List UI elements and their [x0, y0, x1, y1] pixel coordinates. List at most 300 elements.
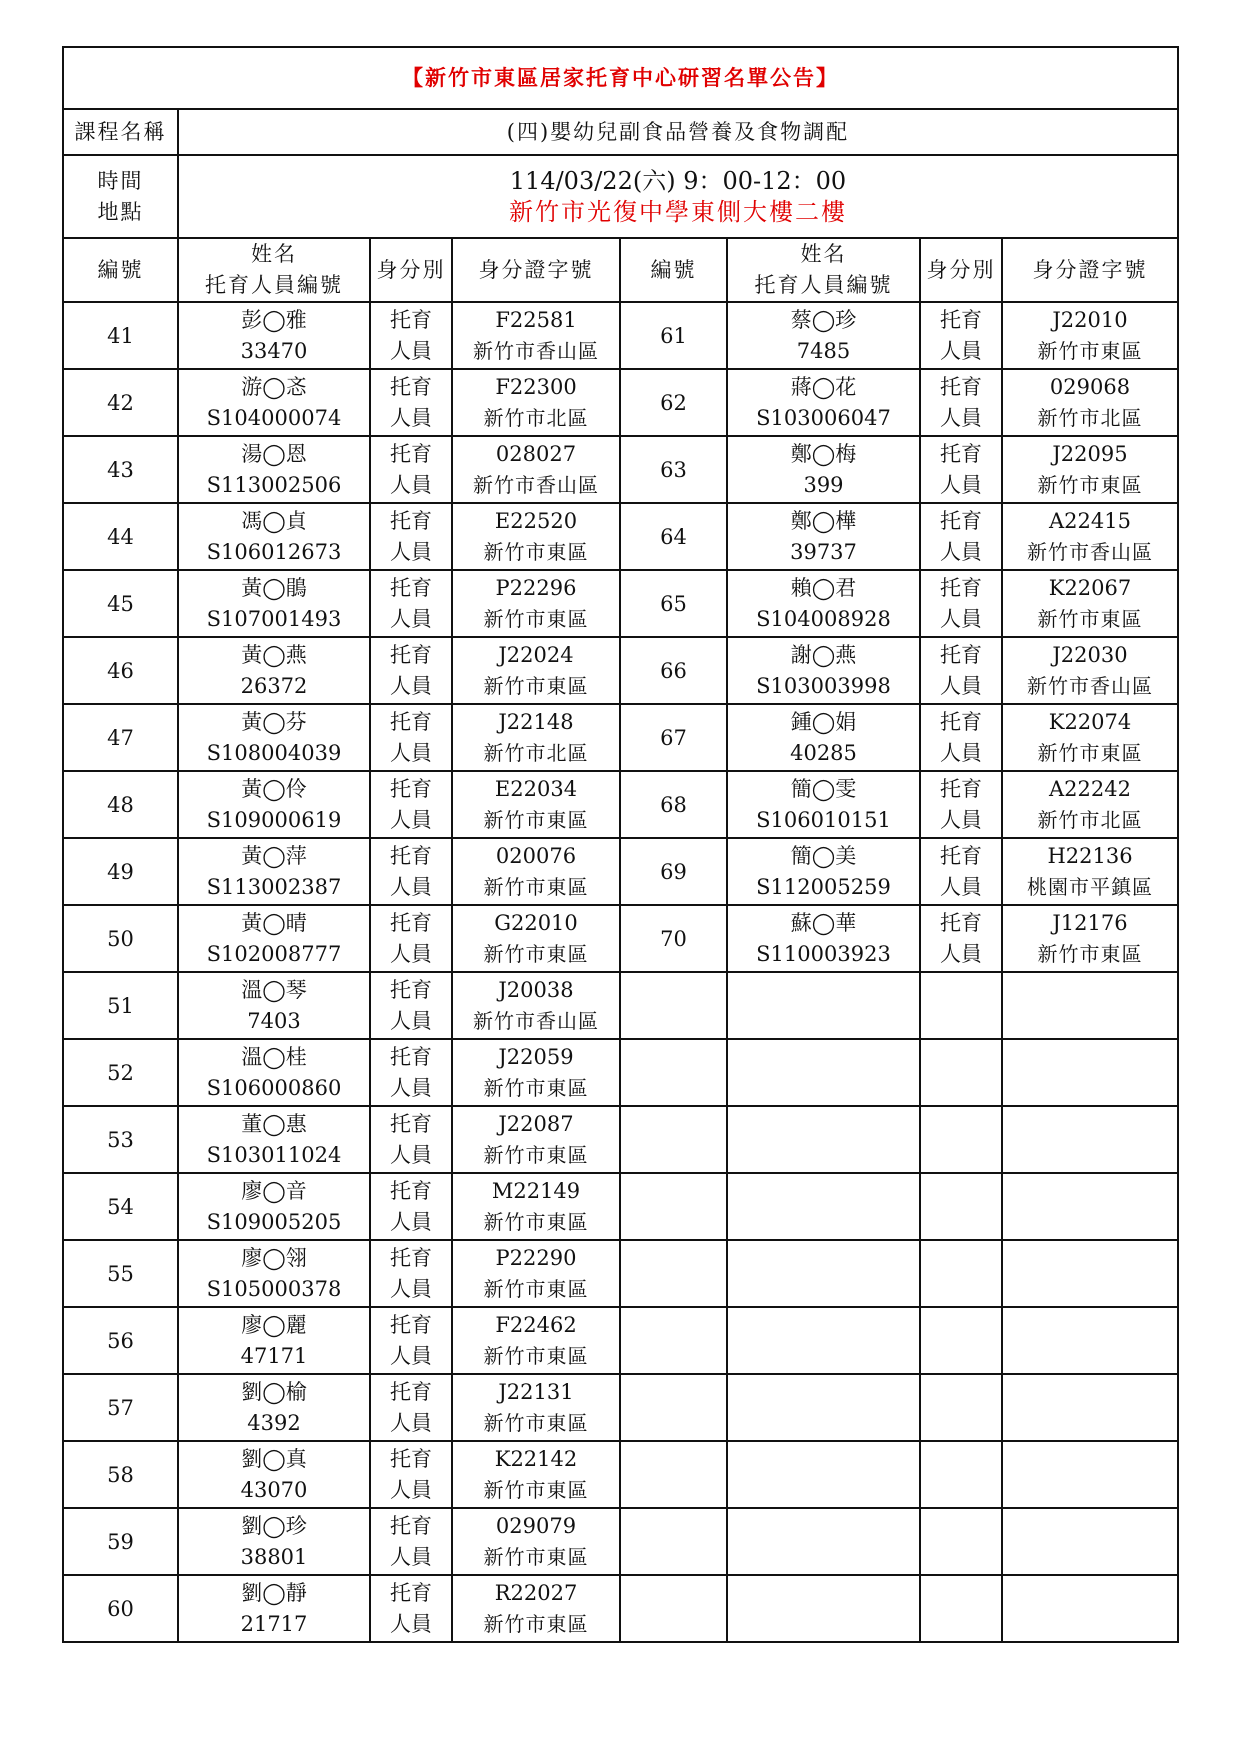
entry-id-number: J22010 [1052, 307, 1128, 332]
entry-id-cell [452, 704, 620, 771]
entry-role-line: 托育 [390, 642, 432, 667]
empty-cell [920, 1508, 1002, 1575]
entry-name: 溫◯琴 [241, 977, 307, 1002]
entry-role-line: 托育 [940, 374, 982, 399]
entry-id-number: J22131 [498, 1379, 574, 1404]
entry-id-cell [452, 436, 620, 503]
empty-cell [727, 1039, 920, 1106]
entry-id-cell [1002, 704, 1178, 771]
entry-district: 新竹市香山區 [473, 338, 599, 363]
entry-district: 新竹市東區 [483, 941, 589, 966]
entry-staff-id: 43070 [240, 1477, 308, 1502]
entry-name: 廖◯翎 [241, 1245, 307, 1270]
entry-staff-id: S113002506 [206, 472, 342, 497]
entry-id-cell [1002, 771, 1178, 838]
entry-number: 62 [620, 369, 727, 436]
entry-number: 69 [620, 838, 727, 905]
entry-id-cell [452, 637, 620, 704]
entry-role-line: 人員 [390, 1343, 432, 1368]
header-staff-id: 托育人員編號 [754, 273, 893, 297]
entry-name-cell [727, 704, 920, 771]
entry-staff-id: S104008928 [756, 606, 891, 631]
empty-cell [920, 1039, 1002, 1106]
table-row [63, 302, 1178, 369]
empty-cell [620, 1039, 727, 1106]
entry-role-cell [370, 771, 452, 838]
entry-role-line: 托育 [940, 508, 982, 533]
entry-district: 新竹市東區 [483, 1544, 589, 1569]
entry-role-line: 托育 [390, 1513, 432, 1538]
entry-name-cell [178, 302, 370, 369]
entry-role-line: 托育 [390, 575, 432, 600]
entry-staff-id: S106010151 [756, 807, 891, 832]
header-name: 姓名 [800, 242, 847, 266]
entry-id-cell [452, 570, 620, 637]
entry-staff-id: S106000860 [206, 1075, 342, 1100]
entry-role-cell [370, 905, 452, 972]
entry-role-line: 托育 [390, 977, 432, 1002]
entry-name: 湯◯恩 [241, 441, 307, 466]
entry-id-cell [452, 1106, 620, 1173]
entry-role-cell [370, 302, 452, 369]
entry-district: 新竹市東區 [483, 1477, 589, 1502]
entry-id-number: J22024 [498, 642, 574, 667]
entry-id-number: K22067 [1048, 575, 1132, 600]
session-place: 新竹市光復中學東側大樓二樓 [509, 197, 847, 226]
entry-role-cell [920, 302, 1002, 369]
empty-cell [920, 1173, 1002, 1240]
entry-staff-id: S105000378 [206, 1276, 342, 1301]
entry-name-cell [727, 905, 920, 972]
entry-role-line: 托育 [390, 1178, 432, 1203]
entry-staff-id: 40285 [790, 740, 857, 765]
table-row [63, 972, 1178, 1039]
table-row [63, 1307, 1178, 1374]
entry-name-cell [178, 637, 370, 704]
entry-role-line: 人員 [390, 740, 432, 765]
entry-name: 劉◯靜 [241, 1580, 307, 1605]
entry-role-cell [370, 1307, 452, 1374]
empty-cell [620, 1240, 727, 1307]
table-row [63, 771, 1178, 838]
empty-cell [920, 972, 1002, 1039]
entry-name: 游◯忞 [241, 374, 307, 399]
header-role-left: 身分別 [370, 238, 452, 302]
entry-number: 70 [620, 905, 727, 972]
table-row [63, 1106, 1178, 1173]
entry-role-line: 人員 [390, 606, 432, 631]
entry-number: 48 [63, 771, 178, 838]
entry-number: 44 [63, 503, 178, 570]
entry-number: 66 [620, 637, 727, 704]
entry-role-cell [920, 838, 1002, 905]
entry-role-line: 托育 [390, 843, 432, 868]
entry-id-number: M22149 [491, 1178, 581, 1203]
empty-cell [727, 1307, 920, 1374]
entry-number: 55 [63, 1240, 178, 1307]
entry-staff-id: 4392 [247, 1410, 301, 1435]
entry-district: 新竹市東區 [483, 673, 589, 698]
entry-district: 新竹市東區 [483, 1075, 589, 1100]
entry-name-cell [178, 436, 370, 503]
entry-id-number: A22242 [1049, 776, 1131, 801]
entry-staff-id: 47171 [240, 1343, 308, 1368]
entry-staff-id: S106012673 [206, 539, 342, 564]
entry-id-number: 029079 [495, 1513, 577, 1538]
entry-id-number: J22148 [498, 709, 574, 734]
entry-staff-id: 399 [803, 472, 844, 497]
entry-role-line: 人員 [390, 1142, 432, 1167]
entry-id-number: E22520 [494, 508, 578, 533]
empty-cell [1002, 1508, 1178, 1575]
entry-name: 廖◯音 [241, 1178, 307, 1203]
entry-id-cell [452, 1240, 620, 1307]
entry-role-line: 人員 [940, 874, 982, 899]
time-place-label [63, 155, 178, 238]
entry-role-line: 托育 [390, 508, 432, 533]
entry-staff-id: 7485 [796, 338, 851, 363]
empty-cell [727, 1173, 920, 1240]
entry-role-line: 托育 [390, 776, 432, 801]
header-id-left: 身分證字號 [452, 238, 620, 302]
entry-name-cell [727, 637, 920, 704]
entry-name-cell [178, 771, 370, 838]
entry-role-line: 托育 [390, 1446, 432, 1471]
entry-id-number: A22415 [1049, 508, 1131, 533]
place-label: 地點 [97, 199, 144, 224]
entry-name: 劉◯真 [241, 1446, 307, 1471]
table-row [63, 1441, 1178, 1508]
entry-number: 67 [620, 704, 727, 771]
entry-staff-id: 7403 [247, 1008, 301, 1033]
entry-id-cell [452, 1039, 620, 1106]
entry-role-line: 人員 [390, 673, 432, 698]
entry-id-number: F22581 [495, 307, 577, 332]
entry-number: 50 [63, 905, 178, 972]
entry-staff-id: S109005205 [206, 1209, 342, 1234]
entry-id-number: K22074 [1048, 709, 1132, 734]
entry-district: 新竹市東區 [483, 1410, 589, 1435]
entry-role-line: 人員 [390, 1075, 432, 1100]
entry-district: 新竹市東區 [483, 1209, 589, 1234]
entry-role-line: 人員 [940, 740, 982, 765]
table-row [63, 1575, 1178, 1642]
page-title: 【新竹市東區居家托育中心研習名單公告】 [63, 47, 1178, 109]
entry-id-cell [452, 503, 620, 570]
entry-id-number: 020076 [495, 843, 577, 868]
entry-id-number: R22027 [494, 1580, 578, 1605]
entry-id-number: J12176 [1052, 910, 1128, 935]
header-staff-id: 托育人員編號 [205, 273, 343, 297]
table-row [63, 905, 1178, 972]
table-row [63, 637, 1178, 704]
entry-id-cell [1002, 369, 1178, 436]
empty-cell [727, 1106, 920, 1173]
entry-name-cell [727, 302, 920, 369]
entry-role-cell [920, 704, 1002, 771]
empty-cell [620, 972, 727, 1039]
table-row [63, 838, 1178, 905]
entry-district: 新竹市東區 [483, 1142, 589, 1167]
entry-name: 賴◯君 [790, 575, 857, 600]
entry-role-line: 托育 [940, 307, 982, 332]
entry-role-line: 托育 [940, 776, 982, 801]
entry-role-cell [920, 436, 1002, 503]
entry-name: 劉◯珍 [241, 1513, 307, 1538]
entry-district: 新竹市北區 [483, 405, 589, 430]
entry-id-cell [452, 1441, 620, 1508]
entry-role-line: 人員 [390, 1209, 432, 1234]
entry-number: 51 [63, 972, 178, 1039]
entry-role-line: 人員 [940, 673, 982, 698]
entry-role-cell [370, 1039, 452, 1106]
empty-cell [727, 1374, 920, 1441]
entry-name-cell [727, 838, 920, 905]
entry-district: 新竹市香山區 [473, 472, 599, 497]
entry-role-cell [370, 972, 452, 1039]
entry-name: 鄭◯樺 [790, 508, 857, 533]
entry-district: 新竹市東區 [1037, 740, 1143, 765]
entry-role-line: 托育 [390, 709, 432, 734]
entry-name-cell [178, 704, 370, 771]
entry-name-cell [178, 1307, 370, 1374]
entry-staff-id: S103011024 [206, 1142, 342, 1167]
entry-number: 57 [63, 1374, 178, 1441]
entry-role-cell [920, 503, 1002, 570]
entry-name: 劉◯榆 [241, 1379, 307, 1404]
entry-number: 41 [63, 302, 178, 369]
entry-id-number: J22059 [498, 1044, 574, 1069]
entry-role-line: 人員 [390, 1477, 432, 1502]
entry-id-cell [452, 1374, 620, 1441]
entry-district: 新竹市東區 [483, 539, 589, 564]
entry-id-cell [1002, 436, 1178, 503]
empty-cell [1002, 1039, 1178, 1106]
entry-role-line: 人員 [390, 874, 432, 899]
entry-name: 簡◯美 [790, 843, 857, 868]
entry-number: 65 [620, 570, 727, 637]
entry-role-line: 人員 [940, 606, 982, 631]
entry-id-number: G22010 [494, 910, 578, 935]
entry-role-cell [370, 1374, 452, 1441]
entry-role-line: 托育 [940, 575, 982, 600]
entry-role-cell [370, 1575, 452, 1642]
entry-role-line: 托育 [940, 910, 982, 935]
entry-id-cell [452, 369, 620, 436]
entry-district: 新竹市東區 [483, 1276, 589, 1301]
entry-role-cell [920, 570, 1002, 637]
header-name-left [178, 238, 370, 302]
header-id-right: 身分證字號 [1002, 238, 1178, 302]
entry-district: 新竹市東區 [1037, 941, 1143, 966]
empty-cell [1002, 972, 1178, 1039]
entry-name: 鍾◯娟 [790, 709, 857, 734]
entry-role-cell [370, 1173, 452, 1240]
entry-district: 新竹市東區 [483, 874, 589, 899]
course-name: (四)嬰幼兒副食品營養及食物調配 [178, 109, 1178, 155]
entry-id-number: J22087 [498, 1111, 574, 1136]
entry-name: 蘇◯華 [790, 910, 857, 935]
entry-name-cell [178, 905, 370, 972]
entry-name: 黃◯晴 [241, 910, 307, 935]
entry-role-line: 人員 [390, 472, 432, 497]
empty-cell [727, 1240, 920, 1307]
empty-cell [1002, 1441, 1178, 1508]
entry-name-cell [178, 972, 370, 1039]
entry-number: 56 [63, 1307, 178, 1374]
entry-role-line: 托育 [390, 910, 432, 935]
entry-id-number: F22462 [495, 1312, 577, 1337]
entry-name: 蔣◯花 [790, 374, 857, 399]
entry-role-line: 人員 [390, 941, 432, 966]
entry-id-cell [1002, 637, 1178, 704]
table-row [63, 704, 1178, 771]
empty-cell [1002, 1106, 1178, 1173]
table-row [63, 503, 1178, 570]
empty-cell [620, 1173, 727, 1240]
entry-id-cell [452, 905, 620, 972]
entry-number: 58 [63, 1441, 178, 1508]
entry-name: 黃◯芬 [241, 709, 307, 734]
entry-role-line: 人員 [940, 338, 982, 363]
entry-role-line: 人員 [390, 1276, 432, 1301]
entry-name-cell [178, 1039, 370, 1106]
entry-role-line: 人員 [390, 539, 432, 564]
table-row [63, 369, 1178, 436]
entry-id-number: J22095 [1052, 441, 1128, 466]
entry-number: 42 [63, 369, 178, 436]
entry-id-cell [452, 972, 620, 1039]
entry-district: 新竹市東區 [483, 1343, 589, 1368]
entry-name: 彭◯雅 [241, 307, 307, 332]
entry-role-cell [370, 1441, 452, 1508]
entry-name: 董◯惠 [241, 1111, 307, 1136]
entry-name-cell [178, 1374, 370, 1441]
entry-id-cell [1002, 302, 1178, 369]
table-row [63, 1240, 1178, 1307]
entry-number: 45 [63, 570, 178, 637]
entry-number: 63 [620, 436, 727, 503]
entry-staff-id: S110003923 [756, 941, 891, 966]
entry-district: 新竹市香山區 [473, 1008, 599, 1033]
entry-staff-id: S109000619 [206, 807, 342, 832]
entry-id-cell [1002, 838, 1178, 905]
empty-cell [620, 1441, 727, 1508]
empty-cell [920, 1441, 1002, 1508]
session-time: 114/03/22(六) 9：00-12：00 [509, 166, 847, 195]
empty-cell [1002, 1575, 1178, 1642]
entry-id-cell [1002, 503, 1178, 570]
entry-name-cell [178, 1173, 370, 1240]
entry-district: 新竹市香山區 [1027, 539, 1153, 564]
entry-district: 新竹市東區 [483, 807, 589, 832]
entry-role-cell [370, 1240, 452, 1307]
empty-cell [1002, 1374, 1178, 1441]
entry-id-number: J20038 [498, 977, 574, 1002]
entry-district: 桃園市平鎮區 [1027, 874, 1153, 899]
entry-name-cell [727, 369, 920, 436]
empty-cell [1002, 1173, 1178, 1240]
entry-role-cell [370, 838, 452, 905]
entry-role-cell [370, 637, 452, 704]
entry-district: 新竹市北區 [1037, 405, 1143, 430]
entry-id-cell [1002, 905, 1178, 972]
header-no-left: 編號 [63, 238, 178, 302]
entry-role-line: 人員 [390, 1544, 432, 1569]
course-label: 課程名稱 [63, 109, 178, 155]
entry-id-number: P22290 [495, 1245, 577, 1270]
entry-name-cell [178, 838, 370, 905]
entry-role-line: 托育 [390, 1044, 432, 1069]
entry-name-cell [727, 771, 920, 838]
entry-name-cell [178, 1441, 370, 1508]
entry-role-cell [370, 503, 452, 570]
entry-staff-id: S104000074 [206, 405, 342, 430]
entry-staff-id: 33470 [240, 338, 308, 363]
entry-name: 謝◯燕 [790, 642, 857, 667]
entry-role-cell [920, 637, 1002, 704]
empty-cell [920, 1307, 1002, 1374]
entry-id-cell [452, 1173, 620, 1240]
entry-role-line: 托育 [390, 1111, 432, 1136]
table-row [63, 1508, 1178, 1575]
empty-cell [920, 1374, 1002, 1441]
entry-number: 47 [63, 704, 178, 771]
time-place-cell [178, 155, 1178, 238]
entry-district: 新竹市東區 [1037, 338, 1143, 363]
entry-district: 新竹市北區 [483, 740, 589, 765]
table-row [63, 1374, 1178, 1441]
table-row [63, 1039, 1178, 1106]
entry-role-line: 人員 [390, 807, 432, 832]
entry-role-cell [920, 905, 1002, 972]
entry-id-number: E22034 [494, 776, 578, 801]
entry-role-line: 人員 [940, 539, 982, 564]
entry-name-cell [178, 1575, 370, 1642]
entry-staff-id: 39737 [790, 539, 857, 564]
entry-staff-id: S103003998 [756, 673, 891, 698]
entry-role-line: 托育 [940, 441, 982, 466]
entry-staff-id: S108004039 [206, 740, 342, 765]
entry-name: 蔡◯珍 [790, 307, 857, 332]
table-row [63, 1173, 1178, 1240]
header-role-right: 身分別 [920, 238, 1002, 302]
entry-name-cell [727, 570, 920, 637]
entry-name-cell [178, 570, 370, 637]
entry-role-line: 人員 [940, 941, 982, 966]
entry-name: 簡◯雯 [790, 776, 857, 801]
header-name: 姓名 [251, 242, 297, 266]
entry-name: 廖◯麗 [241, 1312, 307, 1337]
entry-number: 61 [620, 302, 727, 369]
entry-name-cell [178, 1508, 370, 1575]
entry-name: 黃◯燕 [241, 642, 307, 667]
entry-district: 新竹市東區 [483, 1611, 589, 1636]
entry-name: 黃◯萍 [241, 843, 307, 868]
entry-number: 53 [63, 1106, 178, 1173]
entry-role-line: 托育 [940, 642, 982, 667]
entry-id-cell [452, 1575, 620, 1642]
entry-role-line: 托育 [390, 1245, 432, 1270]
entry-id-number: 028027 [495, 441, 577, 466]
entry-role-cell [370, 1508, 452, 1575]
entry-name: 溫◯桂 [241, 1044, 307, 1069]
entry-staff-id: 26372 [240, 673, 308, 698]
empty-cell [620, 1374, 727, 1441]
empty-cell [620, 1508, 727, 1575]
entry-staff-id: S102008777 [206, 941, 342, 966]
entry-id-cell [452, 771, 620, 838]
